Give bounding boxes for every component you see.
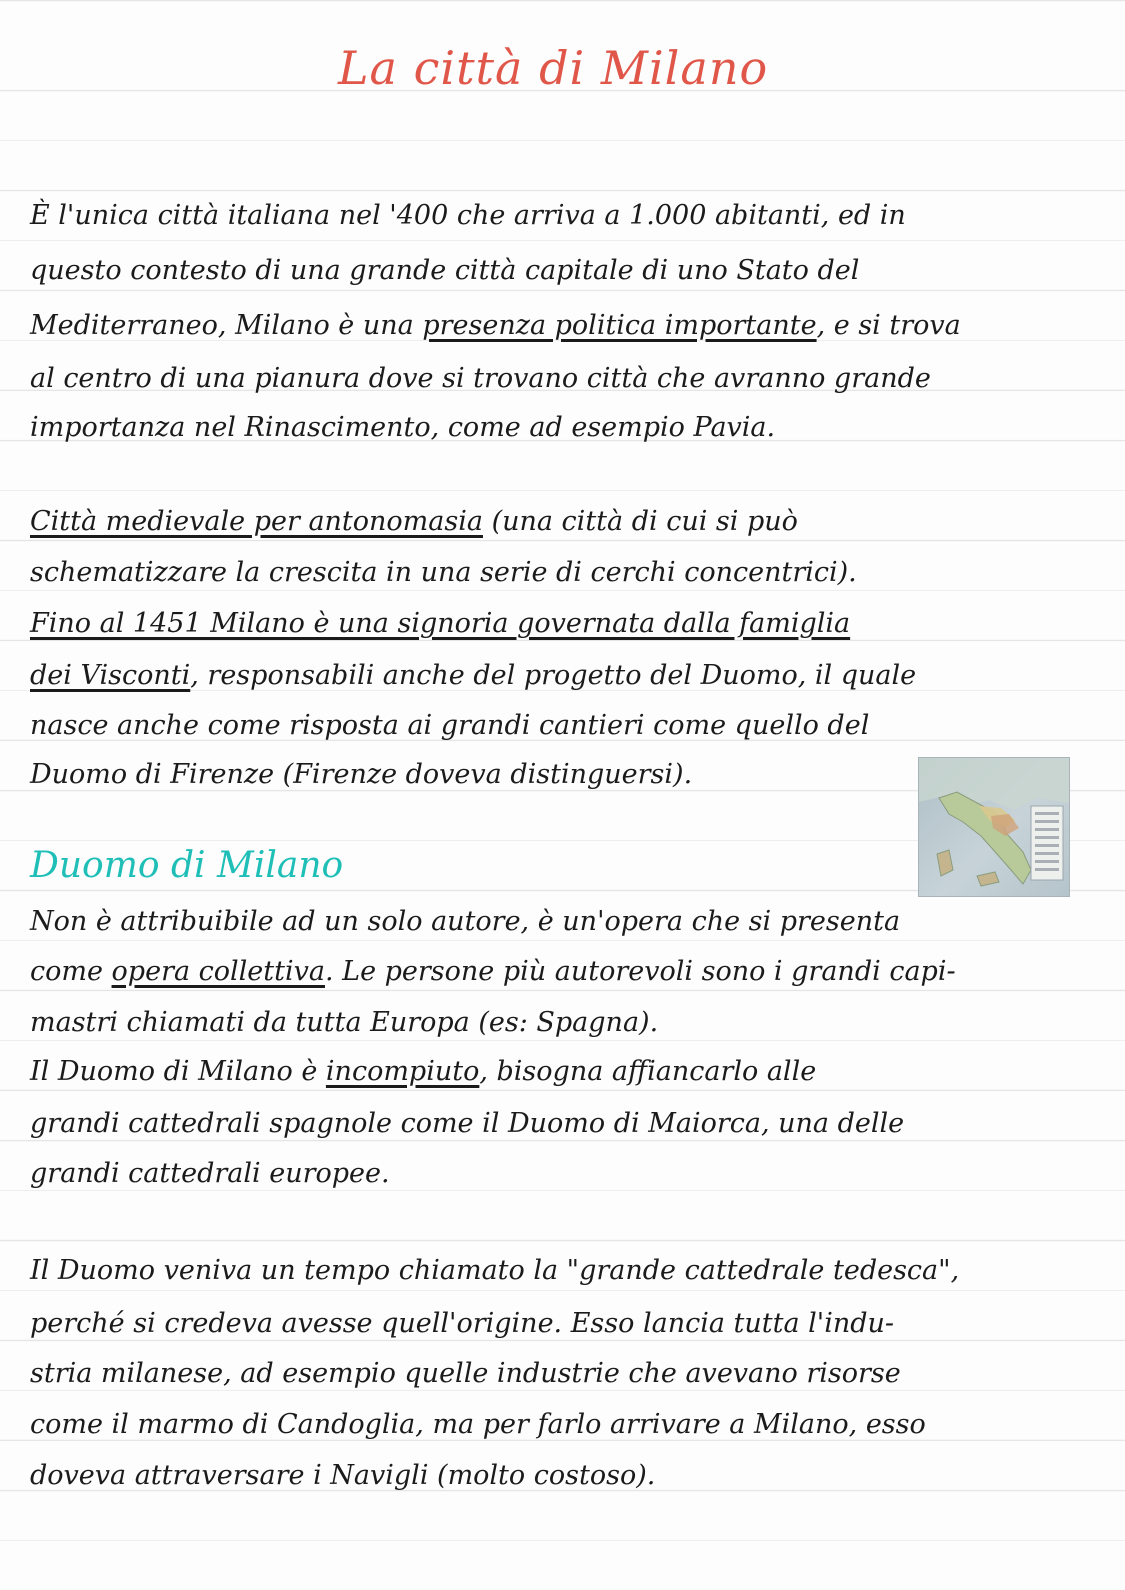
- text-line: schematizzare la crescita in una serie di cerchi concentrici).: [30, 557, 857, 588]
- text-line: Non è attribuibile ad un solo autore, è un'opera che si presenta: [30, 906, 901, 937]
- text-line: [30, 604, 1100, 644]
- underlined-phrase: Fino al 1451 Milano è una signoria governata dalla famiglia: [30, 608, 851, 639]
- text-line: mastri chiamati da tutta Europa (es: Spagna).: [30, 1007, 659, 1038]
- text-line: stria milanese, ad esempio quelle industrie che avevano risorse: [30, 1358, 901, 1389]
- underlined-phrase: presenza politica importante: [422, 310, 817, 341]
- text-line: importanza nel Rinascimento, come ad esempio Pavia.: [30, 412, 776, 443]
- page-title: La città di Milano: [338, 41, 769, 95]
- text-line: questo contesto di una grande città capitale di uno Stato del: [30, 255, 860, 286]
- text-line: grandi cattedrali europee.: [30, 1158, 390, 1189]
- text-line: grandi cattedrali spagnole come il Duomo di Maiorca, una delle: [30, 1108, 905, 1139]
- text-line: come il marmo di Candoglia, ma per farlo arrivare a Milano, esso: [30, 1409, 926, 1440]
- text-line: al centro di una pianura dove si trovano città che avranno grande: [30, 363, 931, 394]
- text-line: perché si credeva avesse quell'origine. Esso lancia tutta l'indu-: [30, 1308, 895, 1339]
- section-heading: Duomo di Milano: [30, 845, 344, 886]
- underlined-phrase: incompiuto: [325, 1056, 480, 1087]
- text-line: come opera collettiva. Le persone più autorevoli sono i grandi capi-: [30, 956, 956, 987]
- underlined-phrase: Città medievale per antonomasia: [30, 506, 483, 537]
- text-line: Il Duomo di Milano è incompiuto, bisogna affiancarlo alle: [30, 1056, 817, 1087]
- underlined-phrase: dei Visconti: [30, 660, 191, 691]
- text-line: doveva attraversare i Navigli (molto costoso).: [30, 1460, 656, 1491]
- text-line: È l'unica città italiana nel '400 che arriva a 1.000 abitanti, ed in: [30, 200, 906, 231]
- underlined-phrase: opera collettiva: [111, 956, 325, 987]
- text-line: Il Duomo veniva un tempo chiamato la "grande cattedrale tedesca",: [30, 1255, 960, 1286]
- text-line: Mediterraneo, Milano è una presenza politica importante, e si trova: [30, 310, 961, 341]
- text-line: nasce anche come risposta ai grandi cantieri come quello del: [30, 710, 870, 741]
- text-line: dei Visconti, responsabili anche del progetto del Duomo, il quale: [30, 660, 917, 691]
- text-line: Città medievale per antonomasia (una città di cui si può: [30, 506, 798, 537]
- text-line: Duomo di Firenze (Firenze doveva distinguersi).: [30, 759, 693, 790]
